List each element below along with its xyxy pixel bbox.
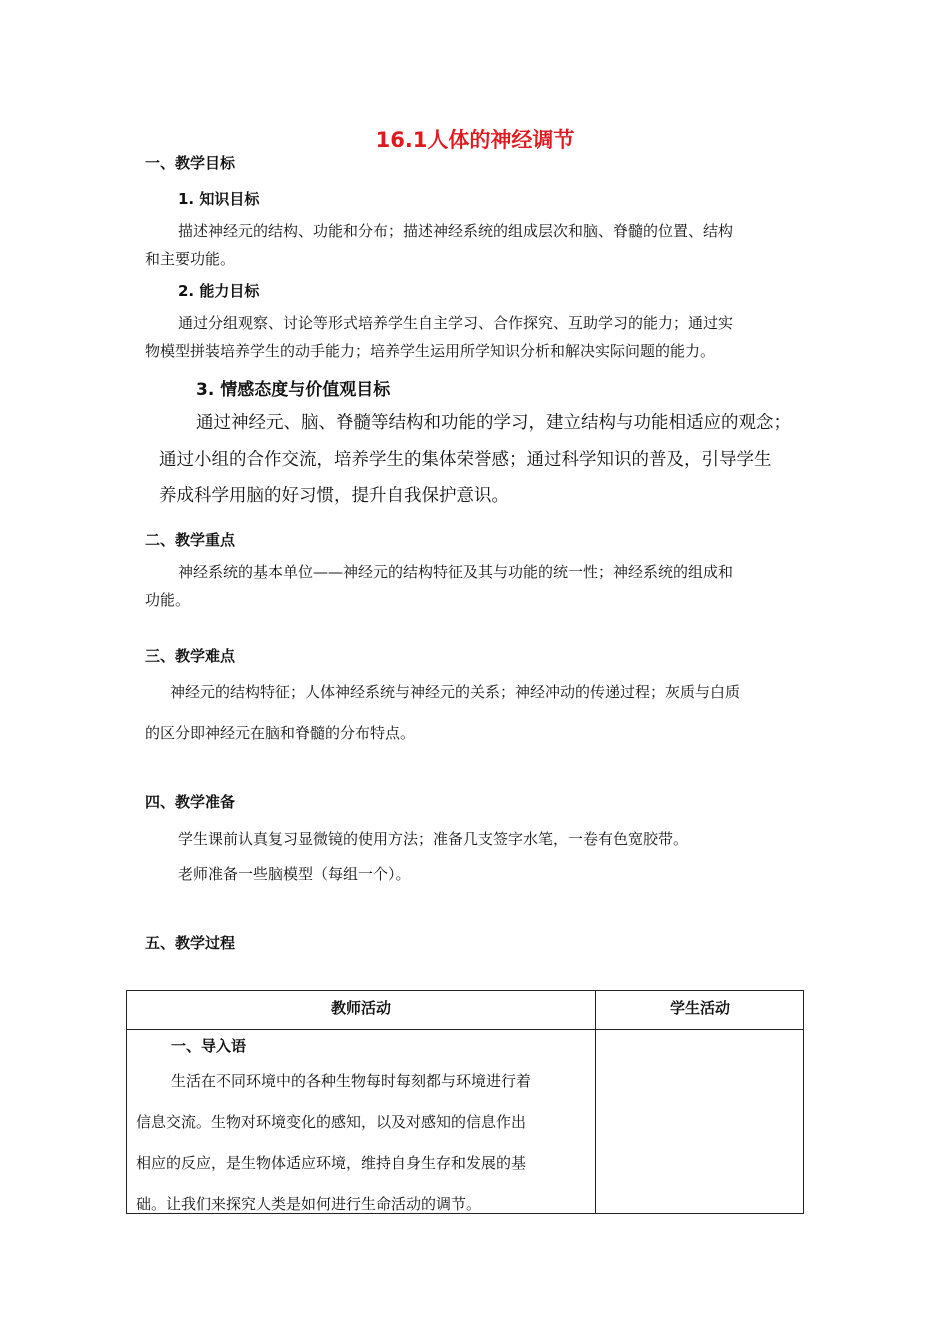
paragraph-line: 通过神经元、脑、脊髓等结构和功能的学习，建立结构与功能相适应的观念； (196, 413, 791, 433)
paragraph-line: 的区分即神经元在脑和脊髓的分布特点。 (145, 724, 416, 742)
section-heading-preparation: 四、教学准备 (145, 793, 236, 811)
paragraph-line: 物模型拼装培养学生的动手能力；培养学生运用所学知识分析和解决实际问题的能力。 (145, 342, 716, 360)
subheading-emotion: 3. 情感态度与价值观目标 (196, 380, 391, 400)
paragraph-line: 描述神经元的结构、功能和分布；描述神经系统的组成层次和脑、脊髓的位置、结构 (178, 222, 734, 240)
paragraph-line: 养成科学用脑的好习惯，提升自我保护意识。 (159, 486, 509, 506)
table-header-student: 学生活动 (669, 999, 730, 1017)
teaching-process-table (126, 990, 804, 1214)
table-header-divider (127, 1029, 803, 1030)
section-heading-difficulties: 三、教学难点 (145, 647, 236, 665)
paragraph-line: 老师准备一些脑模型（每组一个）。 (178, 865, 411, 883)
paragraph-line: 学生课前认真复习显微镜的使用方法；准备几支签字水笔，一卷有色宽胶带。 (178, 830, 689, 848)
table-text-line: 信息交流。生物对环境变化的感知，以及对感知的信息作出 (136, 1113, 527, 1131)
paragraph-line: 神经元的结构特征；人体神经系统与神经元的关系；神经冲动的传递过程；灰质与白质 (170, 683, 741, 701)
paragraph-line: 功能。 (145, 591, 191, 609)
table-text-line: 础。让我们来探究人类是如何进行生命活动的调节。 (136, 1195, 482, 1213)
document-title: 16.1人体的神经调节 (375, 128, 575, 152)
section-heading-process: 五、教学过程 (145, 934, 236, 952)
section-heading-objectives: 一、教学目标 (145, 154, 236, 172)
table-header-teacher: 教师活动 (330, 999, 391, 1017)
table-subheading-intro: 一、导入语 (171, 1037, 247, 1055)
table-text-line: 生活在不同环境中的各种生物每时每刻都与环境进行着 (171, 1072, 532, 1090)
subheading-knowledge: 1. 知识目标 (178, 190, 260, 208)
paragraph-line: 通过小组的合作交流，培养学生的集体荣誉感；通过科学知识的普及，引导学生 (159, 450, 772, 470)
paragraph-line: 神经系统的基本单位——神经元的结构特征及其与功能的统一性；神经系统的组成和 (178, 563, 734, 581)
table-column-divider (595, 991, 596, 1213)
section-heading-key-points: 二、教学重点 (145, 531, 236, 549)
paragraph-line: 和主要功能。 (145, 250, 236, 268)
table-text-line: 相应的反应，是生物体适应环境，维持自身生存和发展的基 (136, 1154, 527, 1172)
paragraph-line: 通过分组观察、讨论等形式培养学生自主学习、合作探究、互助学习的能力；通过实 (178, 314, 734, 332)
subheading-ability: 2. 能力目标 (178, 282, 260, 300)
